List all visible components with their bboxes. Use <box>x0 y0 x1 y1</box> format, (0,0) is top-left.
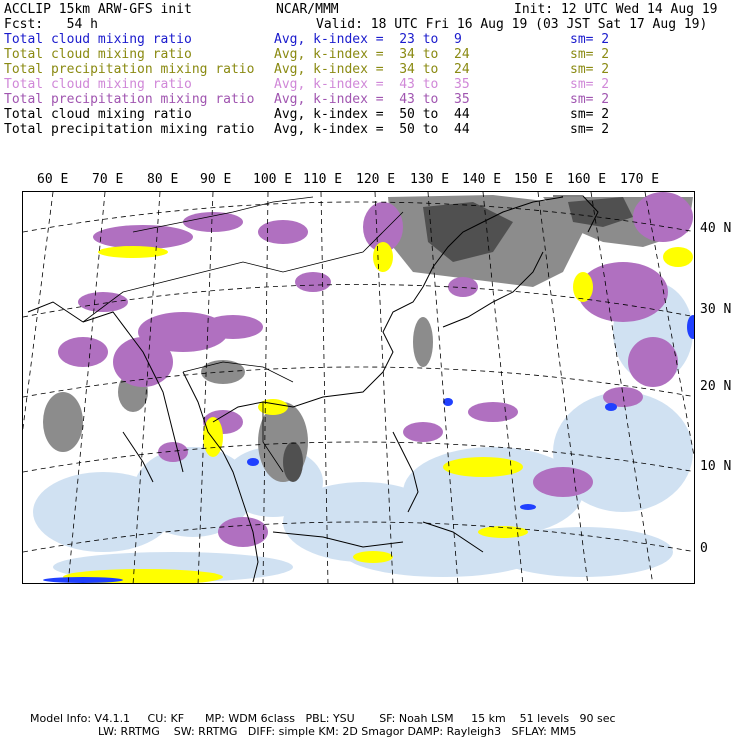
latitude-label: 40 N <box>700 221 732 236</box>
valid-time: Valid: 18 UTC Fri 16 Aug 19 (03 JST Sat 17 Aug 19) <box>316 17 708 32</box>
latitude-label: 0 <box>700 541 708 556</box>
legend-row <box>4 47 704 62</box>
legend-field-name: Total precipitation mixing ratio <box>4 92 255 107</box>
legend-smoothing: sm= 2 <box>570 62 610 77</box>
legend-field-name: Total cloud mixing ratio <box>4 47 192 62</box>
longitude-label: 160 E <box>567 172 607 187</box>
map-canvas <box>23 192 695 584</box>
legend-field-name: Total cloud mixing ratio <box>4 77 192 92</box>
longitude-label: 80 E <box>147 172 179 187</box>
legend-avg-range: Avg, k-index = 50 to 44 <box>274 107 470 122</box>
legend-smoothing: sm= 2 <box>570 92 610 107</box>
legend-row <box>4 122 704 137</box>
legend-field-name: Total cloud mixing ratio <box>4 32 192 47</box>
longitude-label: 70 E <box>92 172 124 187</box>
legend-smoothing: sm= 2 <box>570 32 610 47</box>
legend-row <box>4 62 704 77</box>
forecast-hour <box>4 17 98 32</box>
longitude-label: 100 E <box>253 172 293 187</box>
light-blue-cloud-shading <box>33 282 693 582</box>
legend-row <box>4 107 704 122</box>
longitude-label: 120 E <box>356 172 396 187</box>
legend-avg-range: Avg, k-index = 34 to 24 <box>274 62 470 77</box>
longitude-label: 60 E <box>37 172 69 187</box>
model-info-line-1: Model Info: V4.1.1 CU: KF MP: WDM 6class PBL: YSU SF: Noah LSM 15 km 51 levels 90 sec <box>30 712 616 725</box>
init-time: Init: 12 UTC Wed 14 Aug 19 <box>514 2 718 17</box>
legend-field-name: Total precipitation mixing ratio <box>4 62 255 77</box>
forecast-map <box>22 191 695 584</box>
map-title: ACCLIP 15km ARW-GFS init <box>4 2 192 17</box>
legend-row <box>4 92 704 107</box>
latitude-label: 10 N <box>700 459 732 474</box>
legend-avg-range: Avg, k-index = 34 to 24 <box>274 47 470 62</box>
legend-row <box>4 32 704 47</box>
legend-smoothing: sm= 2 <box>570 122 610 137</box>
legend-smoothing: sm= 2 <box>570 77 610 92</box>
center-name: NCAR/MMM <box>276 2 339 17</box>
model-info-line-2: LW: RRTMG SW: RRTMG DIFF: simple KM: 2D Smagor DAMP: Rayleigh3 SFLAY: MM5 <box>98 725 577 738</box>
latitude-label: 20 N <box>700 379 732 394</box>
fcst-label: Fcst: <box>4 17 44 32</box>
longitude-label: 140 E <box>462 172 502 187</box>
longitude-label: 110 E <box>303 172 343 187</box>
longitude-label: 150 E <box>514 172 554 187</box>
legend-smoothing: sm= 2 <box>570 107 610 122</box>
longitude-label: 170 E <box>620 172 660 187</box>
legend-avg-range: Avg, k-index = 50 to 44 <box>274 122 470 137</box>
legend-avg-range: Avg, k-index = 43 to 35 <box>274 92 470 107</box>
legend-field-name: Total precipitation mixing ratio <box>4 122 255 137</box>
legend-smoothing: sm= 2 <box>570 47 610 62</box>
fcst-value: 54 h <box>66 17 98 32</box>
longitude-label: 130 E <box>410 172 450 187</box>
latitude-label: 30 N <box>700 302 732 317</box>
legend-avg-range: Avg, k-index = 43 to 35 <box>274 77 470 92</box>
legend-field-name: Total cloud mixing ratio <box>4 107 192 122</box>
longitude-label: 90 E <box>200 172 232 187</box>
legend-avg-range: Avg, k-index = 23 to 9 <box>274 32 462 47</box>
legend-row <box>4 77 704 92</box>
